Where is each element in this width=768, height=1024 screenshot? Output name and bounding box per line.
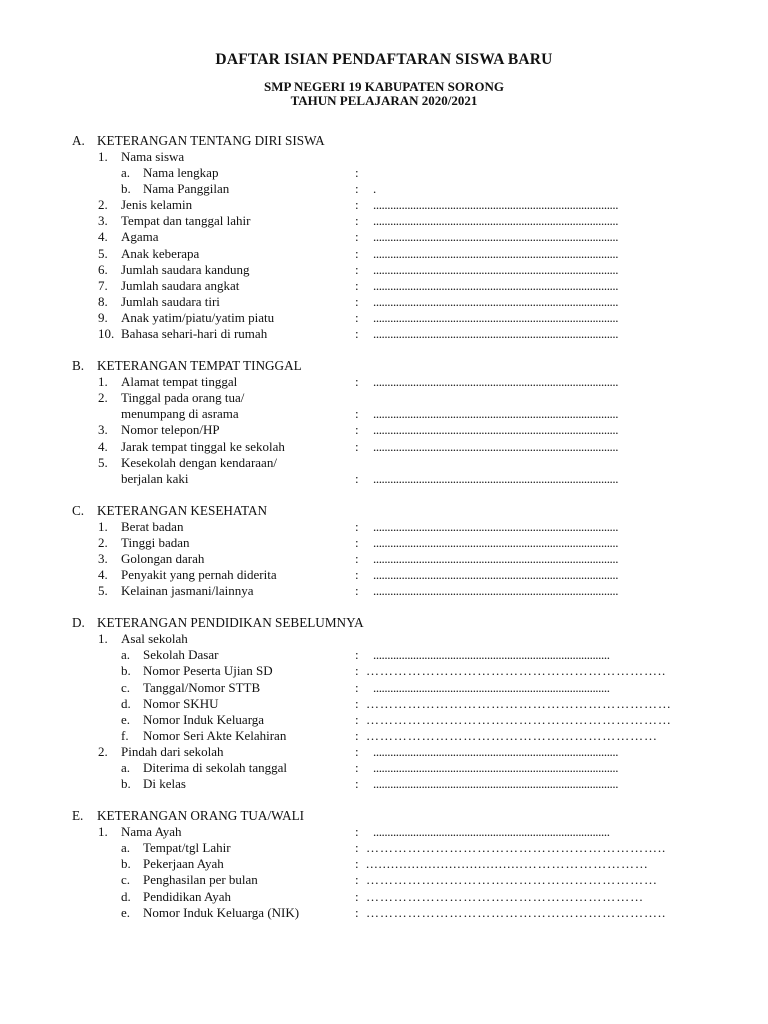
form-row [0,374,768,390]
field-fill-line[interactable]: ...................................................................................... [373,583,619,599]
item-number: 2. [98,197,108,213]
form-row [0,905,768,921]
field-label: Nomor Seri Akte Kelahiran [143,727,287,743]
field-label: Jarak tempat tinggal ke sekolah [121,438,285,454]
item-number: 3. [98,550,108,566]
field-colon: : [355,567,359,583]
field-fill-line[interactable]: ...................................................................................... [373,406,619,422]
field-colon: : [355,679,359,695]
item-number: 8. [98,293,108,309]
form-row [0,583,768,599]
field-fill-line[interactable]: ...................................................................................... [373,438,619,454]
field-fill-line[interactable]: ................................................................................... [373,647,610,663]
field-fill-line[interactable]: ……………………………………………………….. [366,904,667,920]
form-row [0,246,768,262]
item-number: 1. [98,631,108,647]
item-number: 4. [98,229,108,245]
field-colon: : [355,904,359,920]
field-label: Agama [121,229,159,245]
form-row [0,631,768,647]
form-row [0,663,768,679]
field-label: Tanggal/Nomor STTB [143,679,261,695]
field-label: Tempat/tgl Lahir [143,840,231,856]
section-header [0,133,768,149]
form-row [0,262,768,278]
field-colon: : [355,374,359,390]
field-colon: : [355,326,359,342]
form-row [0,326,768,342]
item-number: 4. [98,567,108,583]
form-row [0,229,768,245]
field-colon: : [355,856,359,872]
section-letter: D. [72,615,85,631]
field-colon: : [355,760,359,775]
form-row [0,181,768,197]
field-colon: : [355,518,359,534]
field-fill-line[interactable]: ...................................................................................... [373,422,619,438]
form-row [0,696,768,712]
item-number: 3. [98,213,108,229]
field-label: Nomor Peserta Ujian SD [143,663,273,679]
field-label: Nama Ayah [121,824,182,840]
field-label: Di kelas [143,776,186,792]
form-row [0,406,768,422]
field-colon: : [355,872,359,888]
field-label: Asal sekolah [121,631,188,647]
school-name: SMP NEGERI 19 KABUPATEN SORONG [263,79,505,94]
field-colon: : [355,229,359,245]
field-colon: : [355,213,359,229]
field-colon: : [355,261,359,277]
field-fill-line[interactable]: ...................................................................................... [373,743,619,759]
form-row [0,728,768,744]
form-row [0,165,768,181]
field-colon: : [355,165,359,181]
field-label: Penghasilan per bulan [143,872,258,888]
form-row [0,471,768,487]
field-colon: : [355,695,359,711]
section-title: KETERANGAN TEMPAT TINGGAL [97,358,302,374]
sub-item-letter: e. [121,904,131,920]
field-fill-line[interactable]: ……………………………………………………….. [366,840,667,856]
field-label: berjalan kaki [121,470,189,486]
field-fill-line[interactable]: ...................................................................................... [373,277,619,293]
field-label: Tinggal pada orang tua/ [121,390,245,406]
form-row [0,551,768,567]
item-number: 2. [98,534,108,550]
field-fill-line[interactable]: ………………………………………………………… [366,695,672,711]
form-row [0,712,768,728]
section-letter: C. [72,502,85,518]
field-fill-line[interactable]: ...................................................................................... [373,518,619,534]
sub-item-letter: a. [121,647,131,663]
field-fill-line[interactable]: ……………………………………………………….. [366,663,667,679]
form-row [0,197,768,213]
field-colon: : [355,245,359,261]
field-fill-line[interactable]: ...................................................................................... [373,197,619,213]
field-label: Kelainan jasmani/lainnya [121,583,254,599]
section-letter: A. [72,133,85,148]
field-fill-line[interactable]: ...................................................................................... [373,245,619,261]
form-row [0,840,768,856]
section-header [0,358,768,374]
form-row [0,535,768,551]
field-colon: : [355,776,359,792]
item-number: 7. [98,277,108,293]
field-label: Bahasa sehari-hari di rumah [121,326,268,342]
field-colon: : [355,406,359,422]
field-colon: : [355,888,359,904]
field-label: Anak keberapa [121,245,200,261]
field-label: Nomor SKHU [143,695,219,711]
field-label: Diterima di sekolah tanggal [143,760,288,775]
academic-year: TAHUN PELAJARAN 2020/2021 [290,93,478,108]
field-label: Pekerjaan Ayah [143,856,224,872]
section-letter: B. [72,358,85,374]
field-fill-line[interactable]: ………………………………………………………… [366,711,672,727]
field-colon: : [355,840,359,856]
section-title: KETERANGAN KESEHATAN [97,502,267,518]
form-content [0,133,768,921]
form-row [0,278,768,294]
field-fill-line[interactable]: ...................................................................................... [373,261,619,277]
field-label: Pindah dari sekolah [121,743,224,759]
form-row [0,519,768,535]
item-number: 2. [98,390,108,406]
field-label: Anak yatim/piatu/yatim piatu [121,309,275,325]
field-colon: : [355,583,359,599]
field-colon: : [355,438,359,454]
field-colon: : [355,422,359,438]
sub-item-letter: a. [121,840,131,856]
form-row [0,439,768,455]
field-label: Nomor telepon/HP [121,422,220,438]
sub-item-letter: e. [121,711,131,727]
form-row [0,744,768,760]
field-label: Nama lengkap [143,165,219,181]
form-title: DAFTAR ISIAN PENDAFTARAN SISWA BARU [215,51,553,68]
field-colon: : [355,181,359,197]
item-number: 5. [98,454,108,470]
sub-item-letter: b. [121,856,131,872]
item-number: 3. [98,422,108,438]
sub-item-letter: a. [121,760,131,775]
sub-item-letter: f. [121,727,129,743]
sub-item-letter: b. [121,663,131,679]
field-label: Tinggi badan [121,534,190,550]
field-fill-line[interactable]: ...................................................................................... [373,550,619,566]
field-colon: : [355,550,359,566]
sub-item-letter: d. [121,695,131,711]
field-label: menumpang di asrama [121,406,239,422]
form-row [0,872,768,888]
field-label: Nomor Induk Keluarga [143,711,265,727]
field-label: Berat badan [121,518,184,534]
field-label: Kesekolah dengan kendaraan/ [121,454,277,470]
field-colon: : [355,743,359,759]
form-row [0,889,768,905]
field-fill-line[interactable]: ...................................................................................... [373,293,619,309]
field-fill-line[interactable]: ......................................……………………… [366,856,649,872]
field-colon: : [355,197,359,213]
item-number: 1. [98,518,108,534]
field-label: Nama siswa [121,149,185,164]
field-fill-line[interactable]: ...................................................................................... [373,470,619,486]
field-colon: : [355,293,359,309]
section-title: KETERANGAN ORANG TUA/WALI [97,808,305,824]
form-row [0,567,768,583]
item-number: 1. [98,149,108,164]
sub-item-letter: d. [121,888,131,904]
field-fill-line[interactable]: ...................................................................................... [373,309,619,325]
field-fill-line[interactable]: ...................................................................................... [373,776,619,792]
field-fill-line[interactable]: ...................................................................................... [373,567,619,583]
item-number: 1. [98,374,108,390]
field-label: Penyakit yang pernah diderita [121,567,277,583]
field-fill-line[interactable]: ...................................................................................... [373,213,619,229]
field-fill-line[interactable]: ……………………………………………………… [366,727,658,743]
field-label: Pendidikan Ayah [143,888,231,904]
field-colon: : [355,727,359,743]
field-fill-line[interactable]: ……………………………………………………… [366,872,658,888]
form-row [0,310,768,326]
field-fill-line[interactable]: ...................................................................................... [373,326,619,342]
field-label: Sekolah Dasar [143,647,219,663]
form-row [0,390,768,406]
sub-item-letter: b. [121,181,131,197]
form-row [0,760,768,776]
field-fill-line[interactable]: ................................................................................... [373,824,610,840]
form-row [0,776,768,792]
field-colon: : [355,647,359,663]
field-label: Nama Panggilan [143,181,230,197]
field-label: Jumlah saudara kandung [121,261,250,277]
sub-item-letter: a. [121,165,131,181]
field-label: Jumlah saudara tiri [121,293,220,309]
item-number: 10. [98,326,115,342]
form-row [0,680,768,696]
section-header [0,808,768,824]
field-fill-line[interactable]: ...................................................................................... [373,534,619,550]
field-label: Jenis kelamin [121,197,193,213]
field-fill-line[interactable]: ................................................................................... [373,679,610,695]
field-fill-line[interactable]: . [373,181,376,197]
field-fill-line[interactable]: ...................................................................................... [373,374,619,390]
item-number: 5. [98,245,108,261]
item-number: 9. [98,309,108,325]
section-letter: E. [72,808,84,824]
field-label: Alamat tempat tinggal [121,374,238,390]
field-colon: : [355,663,359,679]
form-row [0,647,768,663]
field-colon: : [355,534,359,550]
form-row [0,856,768,872]
field-colon: : [355,309,359,325]
form-row [0,824,768,840]
item-number: 1. [98,824,108,840]
field-label: Nomor Induk Keluarga (NIK) [143,904,300,920]
form-row [0,213,768,229]
sub-item-letter: b. [121,776,131,792]
field-colon: : [355,711,359,727]
field-colon: : [355,277,359,293]
field-colon: : [355,824,359,840]
form-row [0,455,768,471]
section-title: KETERANGAN PENDIDIKAN SEBELUMNYA [97,615,364,631]
item-number: 2. [98,743,108,759]
section-title: KETERANGAN TENTANG DIRI SISWA [97,133,325,148]
item-number: 5. [98,583,108,599]
field-label: Jumlah saudara angkat [121,277,240,293]
form-row [0,149,768,165]
field-label: Tempat dan tanggal lahir [121,213,251,229]
sub-item-letter: c. [121,872,131,888]
section-header [0,615,768,631]
form-row [0,422,768,438]
sub-item-letter: c. [121,679,131,695]
field-fill-line[interactable]: ...................................................................................... [373,229,619,245]
section-header [0,503,768,519]
field-fill-line[interactable]: ...................................................................................... [373,760,619,775]
field-label: Golongan darah [121,550,205,566]
item-number: 6. [98,261,108,277]
field-fill-line[interactable]: …………………………………………………… [366,888,644,904]
form-row [0,294,768,310]
field-colon: : [355,470,359,486]
item-number: 4. [98,438,108,454]
